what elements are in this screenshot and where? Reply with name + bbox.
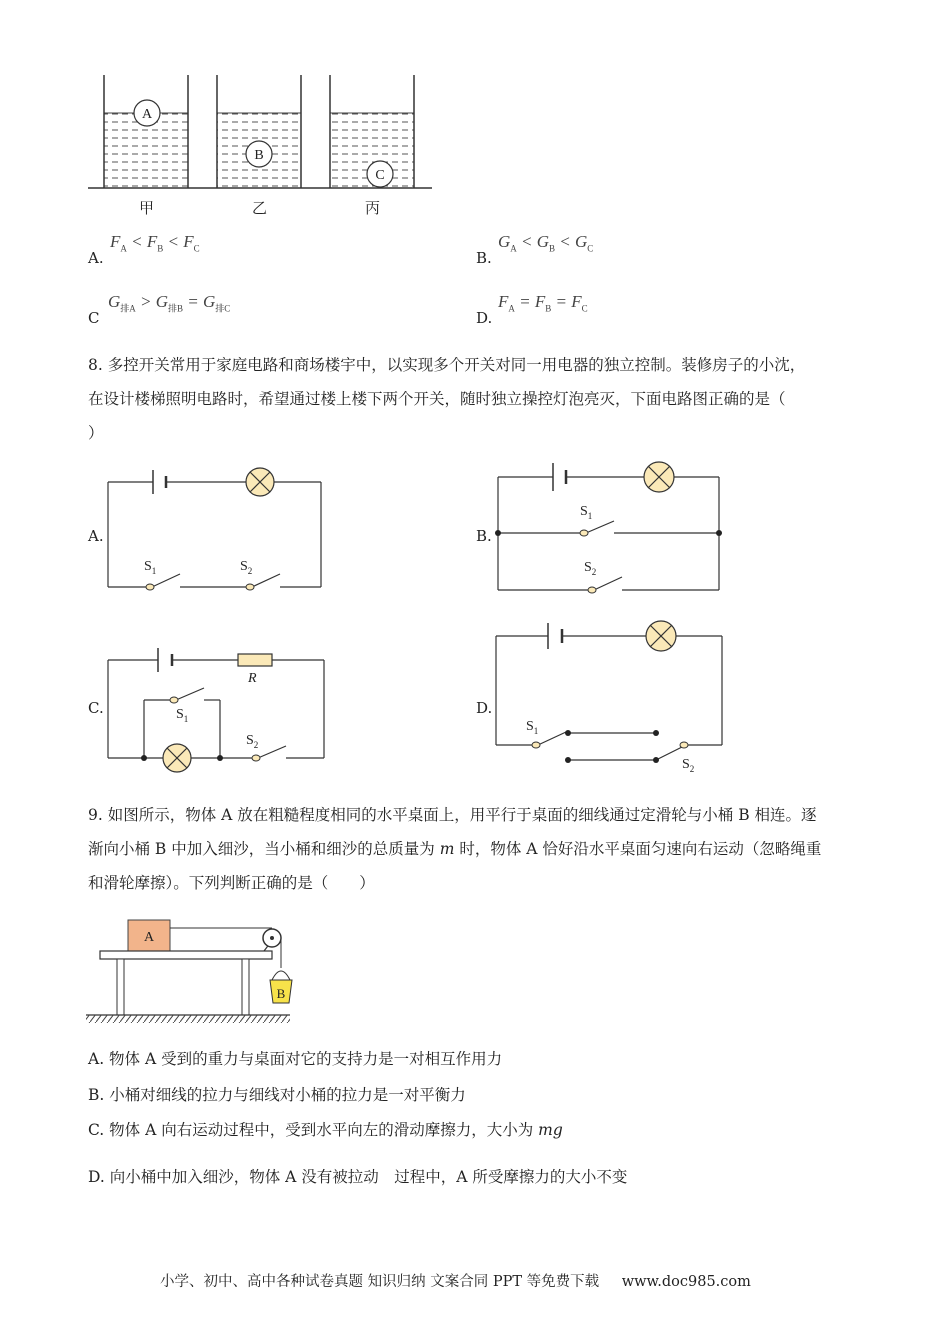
q7-option-a-label: A. [88, 249, 104, 267]
q7-option-c-label: C [88, 309, 100, 327]
mass-m: m [439, 840, 455, 858]
beaker-yi [217, 75, 301, 188]
resistor-label: R [248, 671, 257, 686]
q8-option-c-label: C. [88, 699, 104, 717]
beaker-label-jia: 甲 [139, 199, 155, 217]
q7-option-a-formula: $F_A < F_B < F_C$ [110, 232, 200, 254]
q8-line-2: 在设计楼梯照明电路时，希望通过楼上楼下两个开关，随时独立操控灯泡亮灭，下面电路图正确的是（ [88, 390, 786, 408]
ball-c-label: C [375, 168, 385, 183]
beaker-label-bing: 丙 [365, 199, 381, 217]
switch-s1-label: $S_1$ [144, 559, 157, 576]
beaker-bing [330, 75, 414, 188]
switch-s2-label: $S_2$ [240, 559, 253, 576]
ball-b-label: B [254, 148, 264, 163]
q9-line-1: 9. 如图所示，物体 A 放在粗糙程度相同的水平桌面上，用平行于桌面的细线通过定滑轮与小桶 B 相连。逐 [88, 806, 817, 824]
lamp-icon [644, 462, 674, 492]
beaker-jia [104, 75, 188, 188]
ball-a-label: A [141, 107, 153, 122]
bucket-b-label: B [276, 986, 286, 1001]
beaker-label-yi: 乙 [252, 199, 268, 217]
q7-option-d-formula: $F_A = F_B = F_C$ [498, 292, 588, 314]
q7-option-b-label: B. [476, 249, 492, 267]
q9-line-2: 渐向小桶 B 中加入细沙，当小桶和细沙的总质量为 m 时，物体 A 恰好沿水平桌面匀速向右运动（忽略绳重 [88, 840, 822, 858]
q9-option-a: A. 物体 A 受到的重力与桌面对它的支持力是一对相互作用力 [88, 1050, 503, 1068]
q7-option-d-label: D. [476, 309, 493, 327]
lamp-icon [646, 621, 676, 651]
switch-s2-label: $S_2$ [584, 560, 597, 577]
switch-s1-label: $S_1$ [580, 504, 593, 521]
q9-line-3: 和滑轮摩擦）。下列判断正确的是（ ） [88, 874, 375, 892]
pulley-icon [263, 929, 281, 947]
q7-option-b-formula: $G_A < G_B < G_C$ [498, 232, 594, 254]
mg-value: mg [538, 1121, 563, 1139]
resistor-icon [238, 654, 272, 666]
lamp-icon [163, 744, 191, 772]
switch-s2-label: $S_2$ [682, 757, 695, 774]
q8-option-d-label: D. [476, 699, 493, 717]
q8-line-1: 8. 多控开关常用于家庭电路和商场楼宇中，以实现多个开关对同一用电器的独立控制。装修房子的小沈， [88, 356, 806, 374]
q9-option-b: B. 小桶对细线的拉力与细线对小桶的拉力是一对平衡力 [88, 1086, 466, 1104]
q8-line-3: ） [88, 424, 104, 442]
question-9-text [88, 798, 888, 900]
circuit-d [488, 618, 733, 778]
page-footer [160, 1270, 751, 1291]
footer-url[interactable]: www.doc985.com [621, 1274, 751, 1290]
q8-option-a-label: A. [88, 527, 104, 545]
switch-s1-label: $S_1$ [526, 719, 539, 736]
circuit-b [490, 455, 730, 600]
table-pulley-figure [84, 910, 299, 1030]
footer-text: 小学、初中、高中各种试卷真题 知识归纳 文案合同 PPT 等免费下载 [160, 1274, 600, 1290]
switch-s1-label: $S_1$ [176, 707, 189, 724]
circuit-c [100, 640, 335, 780]
q8-option-b-label: B. [476, 527, 492, 545]
switch-s2-label: $S_2$ [246, 733, 259, 750]
circuit-a [100, 460, 330, 600]
block-a-label: A [143, 930, 155, 945]
q9-option-c: C. 物体 A 向右运动过程中，受到水平向左的滑动摩擦力，大小为 mg [88, 1121, 563, 1139]
question-8-text [88, 348, 878, 450]
lamp-icon [246, 468, 274, 496]
q7-option-c-formula: $G_{排A} > G_{排B} = G_{排C}$ [108, 292, 231, 314]
q9-option-d: D. 向小桶中加入细沙，物体 A 没有被拉动 过程中，A 所受摩擦力的大小不变 [88, 1168, 628, 1186]
